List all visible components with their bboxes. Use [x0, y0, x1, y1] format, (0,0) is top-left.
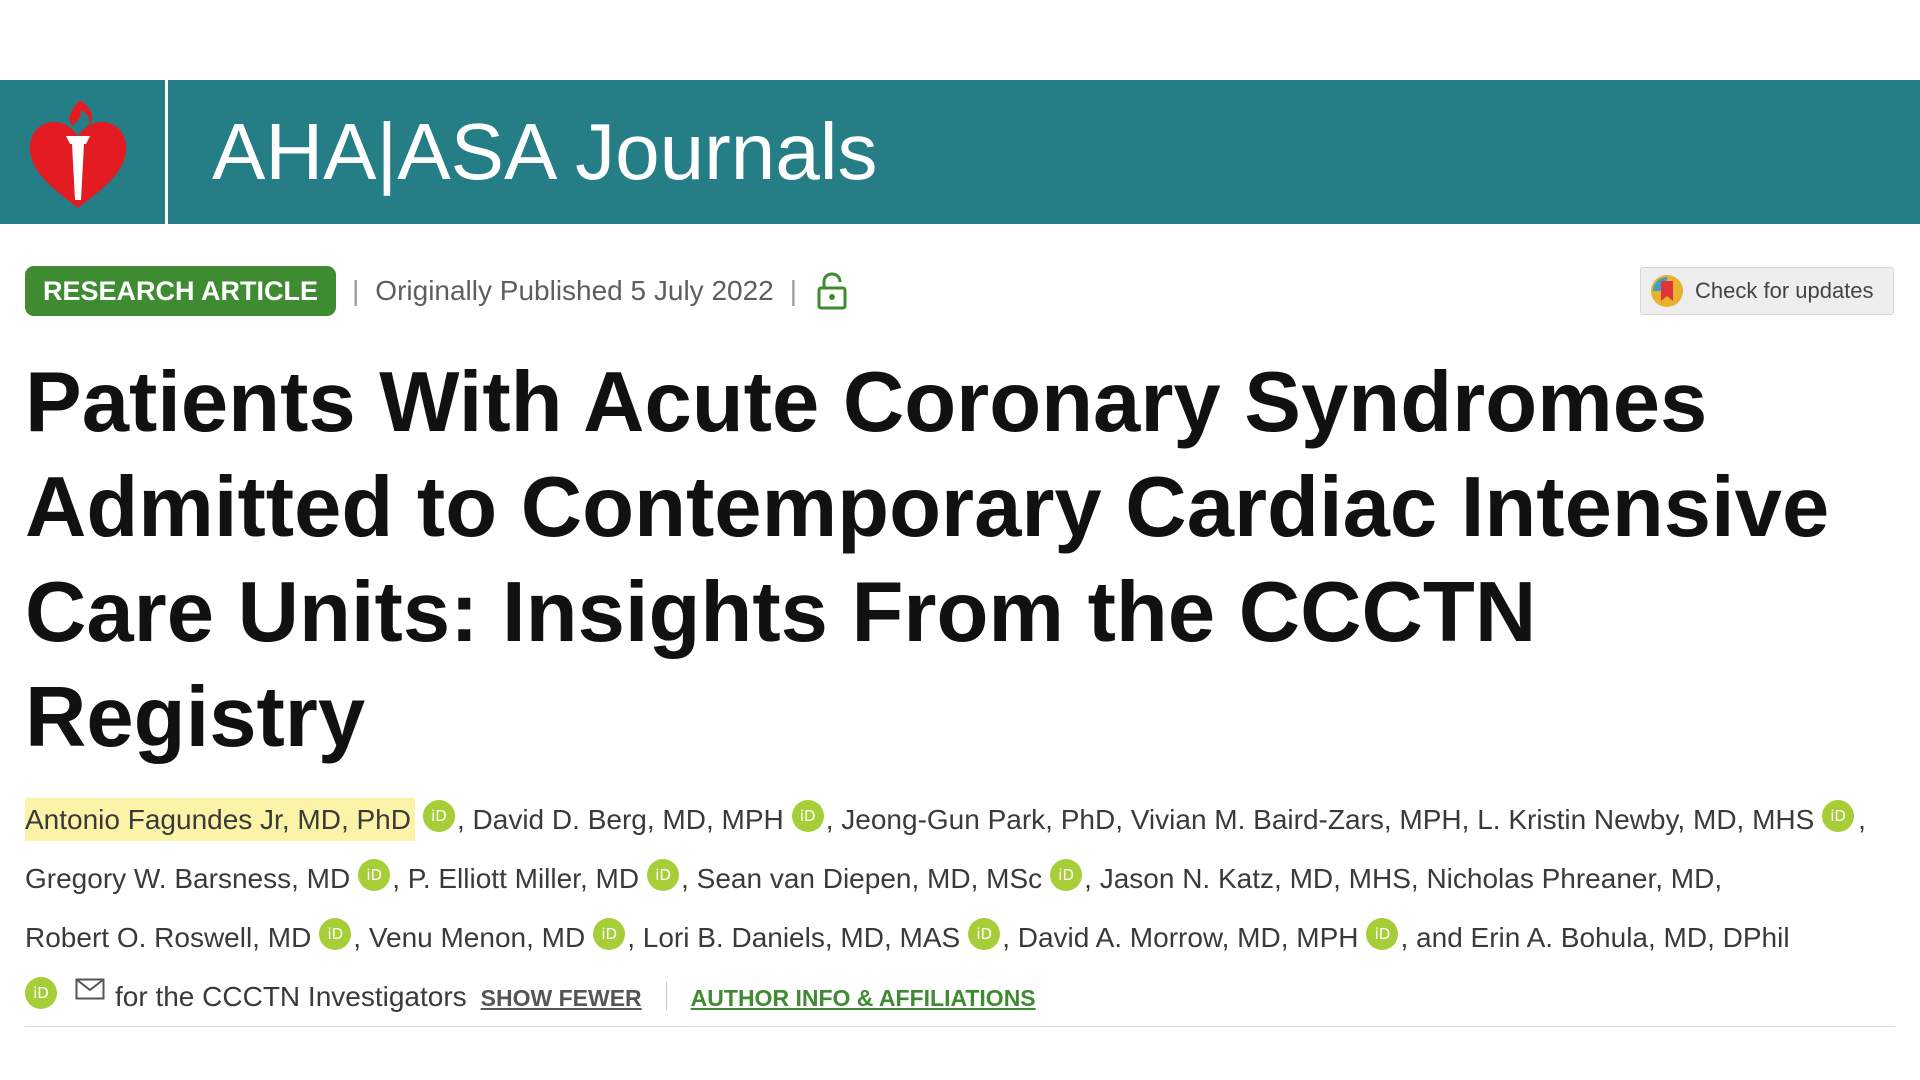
article-type-badge: RESEARCH ARTICLE [25, 266, 336, 316]
orcid-icon[interactable]: iD [423, 800, 455, 832]
author-link[interactable]: David A. Morrow, MD, MPH [1017, 922, 1359, 953]
author-link[interactable]: Vivian M. Baird-Zars, MPH [1130, 804, 1462, 835]
journal-brand[interactable]: AHA|ASA Journals [212, 107, 878, 196]
article-title: Patients With Acute Coronary Syndromes Admitted to Contemporary Cardiac Intensive Care Units: Insights From the CCCTN Registry [25, 355, 1830, 765]
envelope-icon[interactable] [75, 978, 105, 1000]
author-link[interactable]: Lori B. Daniels, MD, MAS [642, 922, 961, 953]
orcid-icon[interactable]: iD [1366, 918, 1398, 950]
author-group: for the CCCTN Investigators [115, 981, 467, 1012]
orcid-icon[interactable]: iD [968, 918, 1000, 950]
author-link[interactable]: Sean van Diepen, MD, MSc [696, 863, 1043, 894]
article-meta-row [25, 266, 849, 316]
meta-separator: | [352, 275, 360, 306]
orcid-icon[interactable]: iD [358, 859, 390, 891]
author-link[interactable]: Erin A. Bohula, MD, DPhil [1470, 922, 1790, 953]
journal-header [0, 80, 1920, 224]
author-link[interactable]: Gregory W. Barsness, MD [25, 863, 351, 894]
orcid-icon[interactable]: iD [647, 859, 679, 891]
section-divider [25, 1026, 1895, 1027]
author-link[interactable]: P. Elliott Miller, MD [407, 863, 640, 894]
author-affiliations-link[interactable]: AUTHOR INFO & AFFILIATIONS [690, 985, 1036, 1011]
crossmark-icon [1649, 273, 1685, 309]
author-list: Antonio Fagundes Jr, MD, PhD iD , David D. Berg, MD, MPH iD , Jeong-Gun Park, PhD, Vivian M. Baird-Zars, MPH, L. Kristin Newby, MD, MHS iD , Gregory W. Barsness, MD iD , P. Elliott Miller, MD iD , Sean van Diepen, MD, MSc iD , Jason N. Katz, MD, MHS, Nicholas Phreaner, MD, Robert O. Roswell, MD iD , Venu Menon, MD iD , Lori B. Daniels, MD, MAS iD , David A. Morrow, MD, MPH iD , and Erin A. Bohula, MD, DPhil iD for the CCCTN Investigators SHOW FEWER AUTHOR INFO & AFFILIATIONS [25, 790, 1895, 1028]
heart-torch-icon[interactable] [26, 96, 130, 212]
author-link[interactable]: David D. Berg, MD, MPH [472, 804, 784, 835]
author-link[interactable]: Nicholas Phreaner, MD [1426, 863, 1715, 894]
author-link[interactable]: Antonio Fagundes Jr, MD, PhD [25, 798, 415, 841]
check-for-updates-button[interactable] [1640, 267, 1894, 315]
author-link[interactable]: Jeong-Gun Park, PhD [841, 804, 1116, 835]
link-separator [666, 982, 667, 1010]
orcid-icon[interactable]: iD [319, 918, 351, 950]
show-fewer-link[interactable]: SHOW FEWER [480, 985, 642, 1011]
author-link[interactable]: L. Kristin Newby, MD, MHS [1477, 804, 1815, 835]
orcid-icon[interactable]: iD [792, 800, 824, 832]
orcid-icon[interactable]: iD [593, 918, 625, 950]
published-date: Originally Published 5 July 2022 [375, 275, 774, 306]
orcid-icon[interactable]: iD [1050, 859, 1082, 891]
meta-separator: | [789, 275, 798, 306]
author-link[interactable]: Jason N. Katz, MD, MHS [1099, 863, 1411, 894]
check-for-updates-label: Check for updates [1695, 278, 1874, 303]
open-lock-icon [815, 272, 849, 310]
author-link[interactable]: Robert O. Roswell, MD [25, 922, 312, 953]
orcid-icon[interactable]: iD [1822, 800, 1854, 832]
orcid-icon[interactable]: iD [25, 977, 57, 1009]
author-conjunction: and [1416, 922, 1463, 953]
author-link[interactable]: Venu Menon, MD [368, 922, 586, 953]
header-divider [165, 80, 168, 224]
